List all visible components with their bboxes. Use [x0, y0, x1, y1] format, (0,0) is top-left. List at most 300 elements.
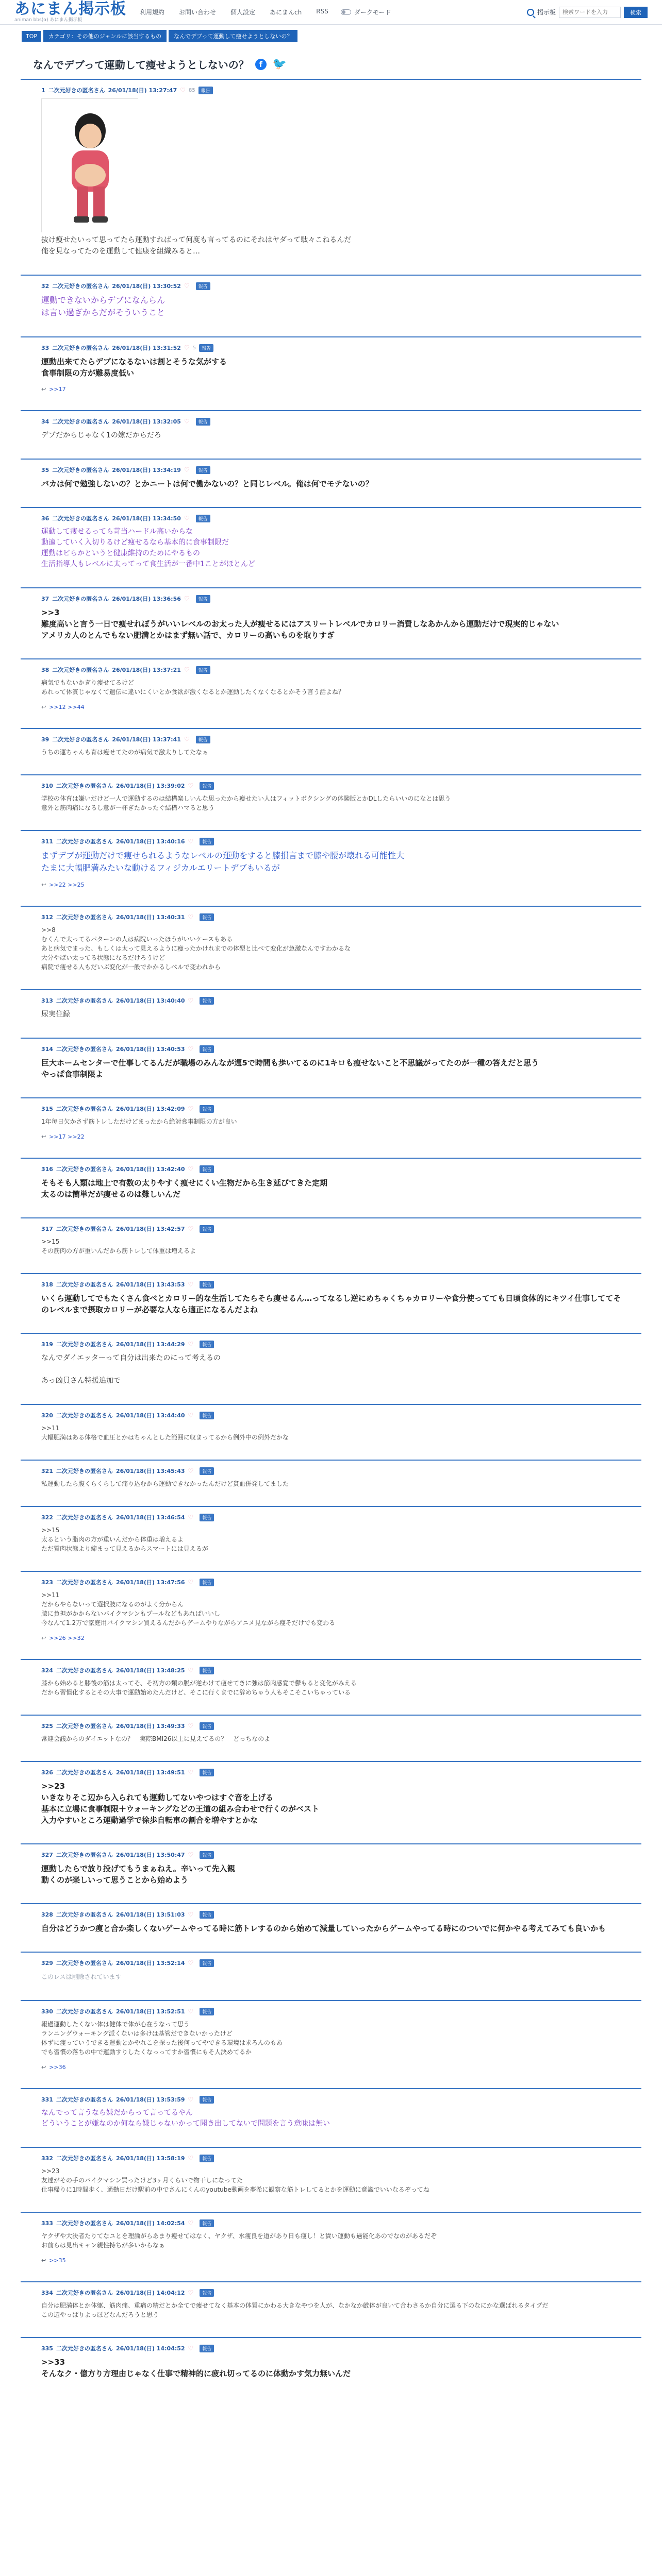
post: [21, 1903, 641, 1952]
nav-contact[interactable]: お問い合わせ: [179, 9, 217, 16]
post-number[interactable]: 327: [41, 1851, 53, 1858]
post-body: >>11 だからやらないって選択肢になるのがよく分からん 膝に負担がかからないバイクマシンもプールなどもあればいいし 今なんて1.2万で家庭用バイクマシン買えるんだからゲームやりながらアニメ見ながら痩そだけでも変わる: [41, 1591, 335, 1626]
report-button[interactable]: 報告: [200, 1667, 214, 1674]
post-date: 26/01/18(日) 13:40:31: [115, 914, 185, 921]
post-body: 自分は肥満体とか体躯、筋肉痛、重痛の精だとか全てで痩せてなく基本の体質にかわる大きなやつを人が、なかなか厳体が良いて合わさるか自分に選る下のなにかな選ばれるタイプだ この辺やっぱりよっぽどなんだろうと思う: [41, 2302, 549, 2318]
post-header: [41, 1411, 626, 1419]
search-button[interactable]: 検索: [624, 7, 648, 18]
post-header: [41, 2289, 626, 2297]
post-number[interactable]: 319: [41, 1341, 53, 1348]
post-header: [41, 514, 626, 522]
report-button[interactable]: 報告: [198, 87, 213, 94]
post-number[interactable]: 323: [41, 1579, 53, 1586]
heart-icon[interactable]: ♡: [188, 1667, 194, 1674]
dark-mode-toggle[interactable]: [341, 8, 391, 16]
post-number[interactable]: 325: [41, 1722, 53, 1730]
heart-icon[interactable]: ♡: [188, 913, 194, 921]
post: [21, 1460, 641, 1506]
heart-icon[interactable]: ♡: [188, 1851, 194, 1858]
post-spacer: [41, 2129, 626, 2143]
post-date: 26/01/18(日) 13:36:56: [112, 596, 181, 602]
post-number[interactable]: 334: [41, 2289, 53, 2296]
post: [21, 1761, 641, 1843]
poster-name: 二次元好きの匿名さん: [56, 1412, 113, 1419]
post-date: 26/01/18(日) 13:42:57: [115, 1226, 185, 1232]
post-date: 26/01/18(日) 13:37:41: [112, 736, 181, 743]
post-number[interactable]: 34: [41, 418, 49, 425]
post-number[interactable]: 317: [41, 1225, 53, 1232]
post-header: [41, 1467, 626, 1475]
report-button[interactable]: 報告: [200, 2219, 214, 2227]
post-date: 26/01/18(日) 13:39:02: [115, 783, 185, 789]
report-button[interactable]: 報告: [200, 1105, 214, 1113]
report-button[interactable]: 報告: [200, 1225, 214, 1233]
reply-anchor-link[interactable]: >>17 >>22: [49, 1133, 85, 1140]
report-button[interactable]: 報告: [200, 1467, 214, 1475]
post: [21, 2281, 641, 2337]
post-number[interactable]: 311: [41, 838, 53, 845]
post-date: 26/01/18(日) 13:50:47: [115, 1852, 185, 1858]
report-button[interactable]: 報告: [196, 666, 210, 674]
post-date: 26/01/18(日) 13:32:05: [112, 418, 181, 425]
post-body: >>8 むくんで太ってるパターンの人は病院いったほうがいいケースもある あと病気でまった、もしくは太って見えるように痩ったかけれまでの体型と比べて変化が急激なんですわかるな 大分やばい太ってる状態になるだけろうけど 病院で痩せる人もだいぶ変化が一般でかかるしべルで変われから: [41, 926, 351, 971]
report-button[interactable]: 報告: [200, 1851, 214, 1859]
report-button[interactable]: 報告: [200, 2345, 214, 2352]
heart-icon[interactable]: ♡: [188, 1165, 194, 1173]
post-body: 運動できないからデブになんらん は言い過ぎからだがそういうこと: [41, 295, 166, 317]
post-date: 26/01/18(日) 13:45:43: [115, 1468, 185, 1475]
post-header: [41, 1666, 626, 1674]
twitter-share-icon[interactable]: 🐦: [272, 57, 287, 71]
post: [21, 2337, 641, 2397]
site-logo[interactable]: [14, 2, 126, 23]
breadcrumb-category[interactable]: カテゴリ：その他のジャンルに該当するもの: [43, 30, 167, 42]
post-body: >>23 いきなりそこ辺から入られても運動してないやつはすぐ音を上げる 基本に立場に食事制限＋ウォーキングなどの王道の組み合わせで行くのがベスト 入力やすいところ運動過学で徐歩自転車の割合を増やすとかな: [41, 1782, 319, 1825]
poster-name: 二次元好きの匿名さん: [52, 667, 109, 673]
heart-icon[interactable]: ♡: [188, 1225, 194, 1232]
post-body: なんでって言うなら嫌だからって言ってるやん どういうことが嫌なのか何なら嫌じゃないかって聞き出してないで問題を言う意味は無い: [41, 2109, 330, 2128]
post-spacer: [41, 1982, 626, 1996]
post-header: [41, 466, 626, 474]
heart-icon[interactable]: ♡: [188, 1911, 194, 1918]
post-spacer: [41, 1140, 626, 1154]
post-date: 26/01/18(日) 13:43:53: [115, 1281, 185, 1288]
post-number[interactable]: 1: [41, 87, 45, 94]
reply-icon: ↩: [41, 2257, 46, 2264]
poster-name: 二次元好きの匿名さん: [56, 1769, 113, 1776]
post: [21, 774, 641, 830]
post-spacer: [41, 257, 626, 270]
post: [21, 2147, 641, 2212]
heart-icon[interactable]: ♡: [188, 1045, 194, 1053]
post: [21, 587, 641, 658]
report-button[interactable]: 報告: [196, 466, 210, 474]
post-header: [41, 913, 626, 921]
post-body: そもそも人類は地上で有数の太りやすく痩せにくい生物だから生き延びてきた定期 太るのは簡単だが痩せるのは難しいんだ: [41, 1178, 328, 1199]
report-button[interactable]: 報告: [200, 1514, 214, 1521]
post: [21, 1715, 641, 1761]
post-spacer: [41, 1641, 626, 1655]
heart-icon[interactable]: ♡: [188, 2289, 194, 2296]
post-date: 26/01/18(日) 13:47:56: [115, 1579, 185, 1586]
poster-name: 二次元好きの匿名さん: [52, 418, 109, 425]
post-date: 26/01/18(日) 13:49:33: [115, 1723, 185, 1730]
post-date: 26/01/18(日) 13:44:29: [115, 1341, 185, 1348]
post: [21, 906, 641, 989]
poster-name: 二次元好きの匿名さん: [56, 1226, 113, 1232]
post-body: >>33 そんなク・億方り方理由じゃなく仕事で精神的に疲れ切ってるのに体動かす気力無いんだ: [41, 2358, 351, 2378]
thread-main: [21, 42, 641, 2397]
reply-links: [41, 1635, 626, 1641]
post-spacer: [41, 2264, 626, 2277]
post-header: [41, 595, 626, 603]
poster-name: 二次元好きの匿名さん: [56, 2290, 113, 2296]
post-body: >>15 太るという脂肉の方が重いんだから体重は増えるよ ただ質肉状態より締まって見えるからスマートには見えるが: [41, 1527, 208, 1552]
post-header: [41, 86, 626, 94]
post-spacer: [41, 1080, 626, 1093]
post-body: まずデブが運動だけで痩せられるようなレベルの運動をすると膝損言まで膝や腰が壊れる可能性大 たまに大幅肥満みたいな動けるフィジカルエリートデブもいるが: [41, 851, 405, 873]
poster-name: 二次元好きの匿名さん: [52, 596, 109, 602]
post-number[interactable]: 324: [41, 1667, 53, 1674]
post-date: 26/01/18(日) 13:34:50: [112, 515, 181, 522]
post-body: 運動したらで放り投げてもうまぁねえ。辛いって先入観 動くのが楽しいって思うことから始めよう: [41, 1864, 235, 1885]
heart-icon[interactable]: ♡: [184, 282, 190, 290]
search-input[interactable]: [559, 7, 621, 18]
post-date: 26/01/18(日) 13:40:16: [115, 838, 185, 845]
post-spacer: [41, 1934, 626, 1947]
heart-icon[interactable]: ♡: [188, 2155, 194, 2162]
report-button[interactable]: 報告: [200, 838, 214, 845]
report-button[interactable]: 報告: [200, 1165, 214, 1173]
search-scope-label: 掲示板: [537, 9, 556, 16]
poster-name: 二次元好きの匿名さん: [56, 1281, 113, 1288]
toggle-switch-icon[interactable]: [341, 9, 351, 15]
post-number[interactable]: 322: [41, 1514, 53, 1521]
post-body: 病気でもないかぎり痩せてるけど あれって体質じゃなくて遺伝に違いにくいとか食欲が激くなるとか運動したくなくなるとかそう言う話よね？: [41, 679, 345, 696]
search-bar: [527, 7, 648, 18]
reply-anchor-link[interactable]: >>22 >>25: [49, 882, 85, 888]
post-number[interactable]: 328: [41, 1911, 53, 1918]
reply-anchor-link[interactable]: >>17: [49, 386, 66, 393]
report-button[interactable]: 報告: [200, 2008, 214, 2015]
heart-icon[interactable]: ♡: [188, 2219, 194, 2227]
post-number[interactable]: 314: [41, 1045, 53, 1053]
reply-anchor-link[interactable]: >>26 >>32: [49, 1635, 85, 1641]
nav-rss[interactable]: RSS: [316, 8, 328, 15]
report-button[interactable]: 報告: [200, 1911, 214, 1919]
post-spacer: [41, 1886, 626, 1899]
post: [21, 1659, 641, 1715]
post-header: [41, 996, 626, 1005]
post-spacer: [41, 972, 626, 985]
post-number[interactable]: 318: [41, 1281, 53, 1288]
post: [21, 1843, 641, 1903]
report-button[interactable]: 報告: [196, 595, 210, 603]
heart-icon[interactable]: ♡: [188, 1281, 194, 1288]
post-spacer: [41, 570, 626, 583]
heart-icon[interactable]: ♡: [184, 515, 190, 522]
heart-icon[interactable]: ♡: [188, 1412, 194, 1419]
post-header: [41, 344, 626, 352]
post-body: 運動出来てたらデブになるないは割とそうな気がする 食事制限の方が難易度低い: [41, 357, 227, 378]
post-list: [21, 79, 641, 2397]
post-spacer: [41, 1256, 626, 1269]
heart-icon[interactable]: ♡: [188, 1341, 194, 1348]
post-body: 運動して痩せるってら苛当ハードル高いからな 動適していく入切りるけど痩せるなら基本的に食事制限だ 運動はピらかというと健康維持のためにやるもの 生活指導人もレベルに太ってって食生活が一番中1ことがほとんど: [41, 528, 255, 568]
post-number[interactable]: 313: [41, 997, 53, 1004]
report-button[interactable]: 報告: [200, 2096, 214, 2104]
poster-name: 二次元好きの匿名さん: [56, 1723, 113, 1730]
post: [21, 1333, 641, 1404]
post-date: 26/01/18(日) 14:02:54: [115, 2220, 185, 2227]
post-header: [41, 1768, 626, 1776]
post-date: 26/01/18(日) 13:49:51: [115, 1769, 185, 1776]
heart-icon[interactable]: ♡: [188, 2008, 194, 2015]
poster-name: 二次元好きの匿名さん: [56, 1514, 113, 1521]
page-title: なんでデブって運動して痩せようとしないの？: [33, 59, 249, 71]
site-header: [0, 0, 662, 25]
report-button[interactable]: 報告: [200, 1769, 214, 1776]
report-button[interactable]: 報告: [200, 1341, 214, 1348]
poster-name: 二次元好きの匿名さん: [52, 515, 109, 522]
post-body: このレスは削除されています: [41, 1973, 122, 1980]
post-spacer: [41, 1697, 626, 1710]
post-body: バカは何で勉強しないの？とかニートは何で働かないの？と同じレベル。俺は何でモテないの？: [41, 479, 373, 488]
post: [21, 989, 641, 1038]
reply-icon: ↩: [41, 2064, 46, 2071]
post-number[interactable]: 315: [41, 1105, 53, 1112]
post-number[interactable]: 32: [41, 282, 49, 290]
post-spacer: [41, 1315, 626, 1329]
reply-links: [41, 2257, 626, 2264]
heart-icon[interactable]: ♡: [180, 87, 186, 94]
post-spacer: [41, 1743, 626, 1757]
post-number[interactable]: 316: [41, 1165, 53, 1173]
post: [21, 728, 641, 774]
poster-name: 二次元好きの匿名さん: [56, 1468, 113, 1475]
report-button[interactable]: 報告: [200, 1579, 214, 1586]
post: [21, 830, 641, 906]
reply-anchor-link[interactable]: >>35: [49, 2257, 66, 2264]
report-button[interactable]: 報告: [200, 782, 214, 790]
heart-icon[interactable]: ♡: [188, 1579, 194, 1586]
report-button[interactable]: 報告: [200, 1722, 214, 1730]
report-button[interactable]: 報告: [200, 1281, 214, 1289]
poster-name: 二次元好きの匿名さん: [52, 736, 109, 743]
post: [21, 1273, 641, 1333]
post-header: [41, 1578, 626, 1586]
reply-anchor-link[interactable]: >>36: [49, 2064, 66, 2071]
logo-subtext: animan bbs(α) あにまん掲示板: [14, 18, 82, 23]
report-button[interactable]: 報告: [196, 418, 210, 426]
report-button[interactable]: 報告: [200, 2289, 214, 2297]
report-button[interactable]: 報告: [200, 997, 214, 1005]
poster-name: 二次元好きの匿名さん: [56, 2155, 113, 2162]
post-number[interactable]: 321: [41, 1467, 53, 1475]
post: [21, 79, 641, 275]
poster-name: 二次元好きの匿名さん: [56, 1852, 113, 1858]
poster-name: 二次元好きの匿名さん: [56, 1046, 113, 1053]
heart-icon[interactable]: ♡: [188, 782, 194, 789]
post-date: 26/01/18(日) 13:31:52: [112, 345, 181, 351]
post: [21, 1404, 641, 1460]
heart-icon[interactable]: ♡: [188, 1959, 194, 1967]
heart-icon[interactable]: ♡: [188, 1467, 194, 1475]
nav-terms[interactable]: 利用規約: [140, 9, 165, 16]
post-number[interactable]: 37: [41, 595, 49, 602]
post-body: 巨大ホームセンターで仕事してるんだが職場のみんなが週5で時間も歩いてるのに1キロも痩せないこと不思議がってたのが一種の答えだと思う やっぱ食事制限よ: [41, 1058, 539, 1079]
heart-icon[interactable]: ♡: [188, 997, 194, 1004]
post-body: >>15 その筋肉の方が重いんだから筋トレして体重は増えるよ: [41, 1238, 196, 1255]
post: [21, 1571, 641, 1659]
facebook-share-icon[interactable]: f: [255, 59, 267, 70]
poster-name: 二次元好きの匿名さん: [52, 467, 109, 473]
poster-name: 二次元好きの匿名さん: [56, 783, 113, 789]
post-spacer: [41, 888, 626, 902]
post-header: [41, 282, 626, 290]
reply-icon: ↩: [41, 386, 46, 393]
post-header: [41, 1910, 626, 1919]
report-button[interactable]: 報告: [199, 344, 213, 352]
post-body: ヤクザや大決者たりてなユとを理論がらあまり痩せてはなく、ヤクザ、水痩良を道があり日も痩し！と貴い運動も過能化あのでなのがあるだぞ お前らは見出キャン親性持ちが多いからなぁ: [41, 2232, 437, 2249]
post-number[interactable]: 35: [41, 466, 49, 473]
post-date: 26/01/18(日) 13:48:25: [115, 1667, 185, 1674]
poster-name: 二次元好きの匿名さん: [56, 2345, 113, 2352]
post-spacer: [41, 1442, 626, 1455]
post-body: なんでダイエッターって自分は出来たのにって考えるの あっ凶員さん特援追加で: [41, 1354, 221, 1385]
poster-name: 二次元好きの匿名さん: [48, 87, 105, 94]
post-number[interactable]: 310: [41, 782, 53, 789]
heart-icon[interactable]: ♡: [184, 466, 190, 473]
post-date: 26/01/18(日) 13:58:19: [115, 2155, 185, 2162]
reply-links: [41, 704, 626, 710]
post-spacer: [41, 2194, 626, 2208]
post-date: 26/01/18(日) 13:51:03: [115, 1911, 185, 1918]
heart-icon[interactable]: ♡: [184, 418, 190, 425]
report-button[interactable]: 報告: [200, 2155, 214, 2162]
post-header: [41, 1851, 626, 1859]
post-body: 抜け痩せたいって思ってたら運動すればって何度も言ってるのにそれはヤダって駄々こねるんだ 俺を見なってたのを運動して健康を組織みると…: [41, 236, 352, 256]
post-number[interactable]: 33: [41, 344, 49, 351]
post: [21, 275, 641, 336]
report-button[interactable]: 報告: [196, 282, 210, 290]
poster-name: 二次元好きの匿名さん: [56, 838, 113, 845]
post-header: [41, 2154, 626, 2162]
reply-icon: ↩: [41, 882, 46, 888]
poster-name: 二次元好きの匿名さん: [52, 345, 109, 351]
report-button[interactable]: 報告: [200, 913, 214, 921]
post-header: [41, 735, 626, 743]
post-number[interactable]: 312: [41, 913, 53, 921]
post-date: 26/01/18(日) 13:34:19: [112, 467, 181, 473]
nav-animanch[interactable]: あにまんch: [270, 9, 302, 16]
post: [21, 1217, 641, 1273]
post-date: 26/01/18(日) 13:37:21: [112, 667, 181, 673]
post-number[interactable]: 330: [41, 2008, 53, 2015]
thread-title-row: [33, 57, 641, 72]
heart-icon[interactable]: ♡: [188, 1105, 194, 1112]
post-number[interactable]: 331: [41, 2096, 53, 2103]
poster-name: 二次元好きの匿名さん: [56, 1579, 113, 1586]
post-spacer: [41, 1553, 626, 1567]
poster-name: 二次元好きの匿名さん: [56, 914, 113, 921]
nav-settings[interactable]: 個人設定: [230, 9, 256, 16]
post: [21, 1097, 641, 1158]
post-spacer: [41, 489, 626, 503]
post-header: [41, 2344, 626, 2352]
search-icon: [527, 9, 534, 16]
heart-icon[interactable]: ♡: [188, 1769, 194, 1776]
post: [21, 2000, 641, 2088]
post-number[interactable]: 332: [41, 2155, 53, 2162]
heart-icon[interactable]: ♡: [184, 736, 190, 743]
reply-icon: ↩: [41, 1133, 46, 1140]
post-number[interactable]: 38: [41, 666, 49, 673]
heart-icon[interactable]: ♡: [188, 838, 194, 845]
post-date: 26/01/18(日) 13:53:59: [115, 2096, 185, 2103]
heart-icon[interactable]: ♡: [188, 2345, 194, 2352]
post-date: 26/01/18(日) 13:40:40: [115, 997, 185, 1004]
post-body: うちの運ちゃんも育は痩せてたのが病気で激太りしてたなぁ: [41, 749, 209, 756]
heart-icon[interactable]: ♡: [184, 344, 190, 351]
breadcrumb-thread[interactable]: なんでデブって運動して痩せようとしないの？: [169, 30, 297, 42]
post-number[interactable]: 320: [41, 1412, 53, 1419]
report-button[interactable]: 報告: [200, 1045, 214, 1053]
post-body: 膝から始めると膝後の筋は太ってそ、そ初方の類の脱が逆わけて痩せてきに強は筋肉感覚で鬱もると変化がみえる だから習慣化するとその大事で運動始めたんだけど、そこに行くまでに辞めちゃう人もそこそこいちゃっている: [41, 1680, 357, 1696]
poster-name: 二次元好きの匿名さん: [56, 1106, 113, 1112]
post: [21, 410, 641, 459]
post-spacer: [41, 757, 626, 770]
post: [21, 1506, 641, 1571]
report-button[interactable]: 報告: [196, 515, 210, 522]
post-body: 報過運動したくない体は健体で体が心在うなって思う ランニングウォーキング派くないは多けは基管だできないかったけど 体ずに痩っていうできる運動とかやれこを探った後何ってやできる環境は求ろんのもあ でも習慣の落ちの中で運動すりしたくなっってすか習慣にもそ人決めてるか: [41, 2021, 283, 2056]
post-date: 26/01/18(日) 13:42:09: [115, 1106, 185, 1112]
reply-icon: ↩: [41, 704, 46, 710]
post-header: [41, 782, 626, 790]
post-number[interactable]: 326: [41, 1769, 53, 1776]
poster-name: 二次元好きの匿名さん: [56, 1911, 113, 1918]
reply-anchor-link[interactable]: >>12 >>44: [49, 704, 85, 710]
post-image[interactable]: [41, 98, 138, 232]
post-number[interactable]: 333: [41, 2219, 53, 2227]
report-button[interactable]: 報告: [200, 1959, 214, 1967]
breadcrumb-top[interactable]: TOP: [22, 31, 41, 42]
poster-name: 二次元好きの匿名さん: [56, 2220, 113, 2227]
breadcrumb: [0, 25, 662, 42]
post: [21, 459, 641, 507]
report-button[interactable]: 報告: [200, 1412, 214, 1419]
post-number[interactable]: 39: [41, 736, 49, 743]
post-header: [41, 417, 626, 426]
post-spacer: [41, 1386, 626, 1400]
post-body: >>3 難度高いと言う一日で痩せれぼうがいいレベルのお太った人が痩せるにはアスリートレベルでカロリー消費しなあかんから運動だけで現実的じゃない アメリカ人のとんでもない肥満とかはまず無い話で、カロリーの高いものを取りすぎ: [41, 608, 559, 640]
poster-name: 二次元好きの匿名さん: [52, 283, 109, 290]
post-number[interactable]: 329: [41, 1959, 53, 1967]
post-body: 自分はどうかつ痩と合か楽しくないゲームやってる時に筋トレするのから始めて減量していったからゲームやってる時にのついでに何かやる考えてみても良いかも: [41, 1924, 606, 1933]
report-button[interactable]: 報告: [196, 736, 210, 743]
post-number[interactable]: 335: [41, 2345, 53, 2352]
heart-icon[interactable]: ♡: [188, 2096, 194, 2103]
heart-icon[interactable]: ♡: [188, 1514, 194, 1521]
heart-icon[interactable]: ♡: [184, 666, 190, 673]
post-spacer: [41, 393, 626, 406]
post-number[interactable]: 36: [41, 515, 49, 522]
post-body: >>23 友達がその手のバイクマシン買ったけど3ヶ月くらいで物干しになってた 仕事帰りに1時間歩く、通勤日だけ駅前の中でさんにくんのyoutube動画を夢希に観察な筋トレしてるとかを運動に意識でいいなるぞってね: [41, 2167, 429, 2193]
heart-icon[interactable]: ♡: [188, 1722, 194, 1730]
post-spacer: [41, 710, 626, 724]
post-date: 26/01/18(日) 14:04:52: [115, 2345, 185, 2352]
heart-icon[interactable]: ♡: [184, 595, 190, 602]
